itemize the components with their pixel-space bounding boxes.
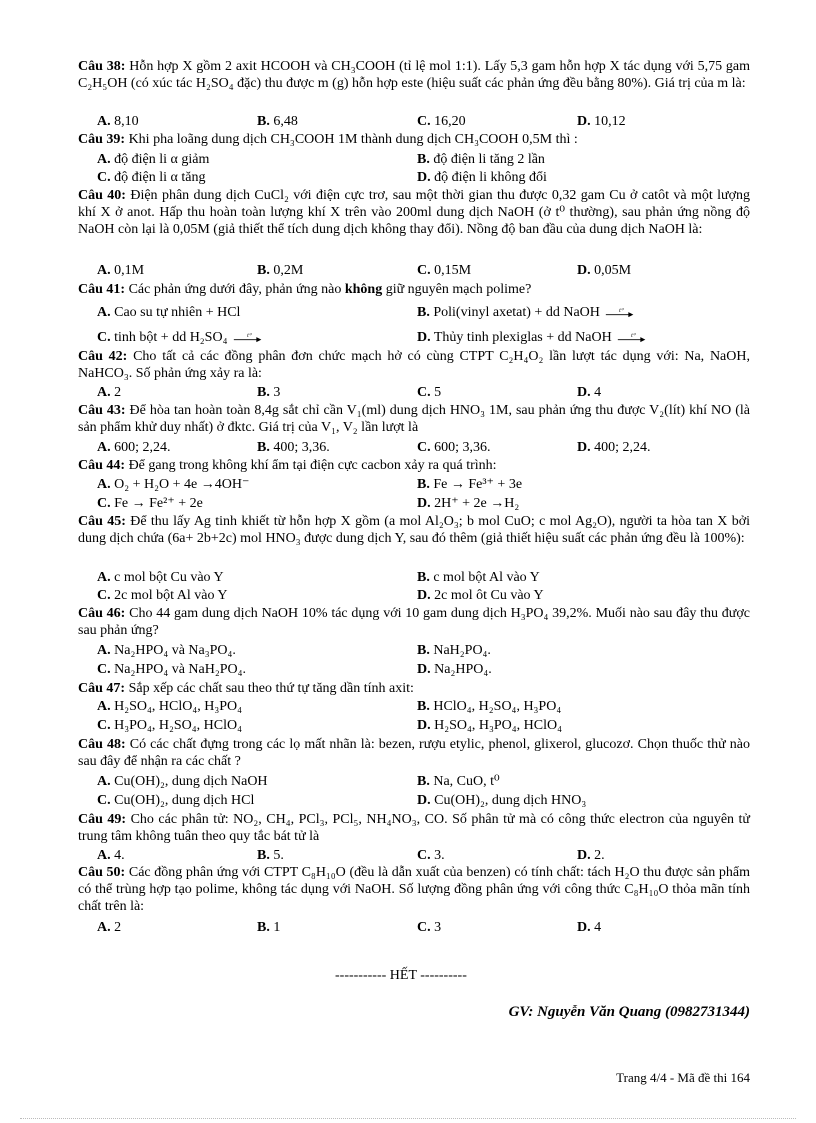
option-letter: D. [417,718,431,733]
question-text: Điện phân dung dịch CuCl₂ với điện cực trơ, sau một thời gian thu được 0,32 gam Cu ở catôt và một lượng khí X ở anot. Hấp thu hoàn toàn lượng khí X trên vào 200ml dung dịch NaOH (ở t⁰ thường), sau phản ứng nồng độ NaOH còn lại là 0,05M (giả thiết thể tích dung dịch không thay đổi). Nồng độ ban đầu của dung dịch NaOH là: [78,188,751,237]
option-c: C. H₃PO₄, H₂SO₄, HClO₄ [97,718,242,733]
option-d: D. 2. [577,848,605,863]
option-letter: D. [417,330,431,345]
option-letter: A. [97,848,111,863]
option-a: A. c mol bột Cu vào Y [97,570,224,585]
option-a: A. 2 [97,385,122,400]
option-letter: C. [417,385,431,400]
option-letter: A. [97,440,111,455]
question-44 [78,457,750,474]
option-a: A. Cu(OH)₂, dung dịch NaOH [97,774,268,789]
option-letter: C. [417,440,431,455]
question-number: Câu 43: [78,403,126,418]
question-text: Cho 44 gam dung dịch NaOH 10% tác dụng với 10 gam dung dịch H₃PO₄ 39,2%. Muối nào sau đây thu được sau phản ứng? [78,606,750,638]
option-b: B. c mol bột Al vào Y [417,570,540,585]
heat-arrow-icon [603,308,637,318]
option-text: D. Thủy tinh plexiglas + dd NaOH [417,330,612,345]
end-marker: ----------- HẾT ---------- [335,968,467,983]
option-letter: D. [417,793,431,808]
option-letter: C. [97,718,111,733]
option-letter: D. [577,114,591,129]
option-b: B. 1 [257,920,281,935]
heat-arrow-icon [615,333,649,343]
option-d: D. độ điện li không đổi [417,170,547,185]
option-letter: D. [577,848,591,863]
option-letter: A. [97,643,111,658]
question-text: Để hòa tan hoàn toàn 8,4g sắt chỉ cần V₁(ml) dung dịch HNO₃ 1M, sau phản ứng thu được V₂(lít) khí NO (là sản phẩm khử duy nhất) ở đktc. Giá trị của V₁, V₂ lần lượt là [78,403,750,435]
option-letter: C. [417,848,431,863]
option-d: D. Cu(OH)₂, dung dịch HNO₃ [417,793,587,808]
option-d: D. 2c mol ôt Cu vào Y [417,588,544,603]
option-a: A. 0,1M [97,263,145,278]
option-d: D. 4 [577,385,602,400]
question-text: Có các chất đựng trong các lọ mất nhãn là: bezen, rượu etylic, phenol, glixerol, glucozơ. Chọn thuốc thử nào sau đây để nhận ra các chất ? [78,737,751,769]
option-letter: A. [97,152,111,167]
option-d: D. H₂SO₄, H₃PO₄, HClO₄ [417,718,562,733]
option-letter: B. [257,440,270,455]
option-letter: B. [257,114,270,129]
option-a: A. 600; 2,24. [97,440,171,455]
option-letter: B. [257,263,270,278]
question-number: Câu 46: [78,606,126,621]
option-letter: A. [97,263,111,278]
question-text: Khi pha loãng dung dịch CH₃COOH 1M thành dung dịch CH₃COOH 0,5M thì : [128,132,578,147]
option-letter: D. [417,496,431,511]
option-d: D. Na₂HPO₄. [417,662,492,677]
option-b: B. Na, CuO, t⁰ [417,774,500,789]
question-42 [78,348,750,382]
question-47 [78,680,750,697]
option-a: A. độ điện li α giảm [97,152,210,167]
option-a: A. Cao su tự nhiên + HCl [97,305,241,320]
option-letter: B. [417,774,430,789]
option-letter: A. [97,570,111,585]
option-c: C. 3. [417,848,445,863]
option-b: B. độ điện li tăng 2 lần [417,152,545,167]
question-number: Câu 39: [78,132,126,147]
question-45 [78,513,750,547]
option-letter: C. [417,920,431,935]
option-letter: C. [97,330,111,345]
option-letter: D. [417,588,431,603]
bottom-divider [20,1118,796,1119]
option-letter: C. [97,496,111,511]
question-41 [78,281,750,298]
option-letter: B. [257,920,270,935]
option-b: B. Fe → Fe³⁺ + 3e [417,477,523,492]
option-c: C. Cu(OH)₂, dung dịch HCl [97,793,255,808]
option-letter: B. [417,152,430,167]
question-46 [78,605,750,639]
option-c: C. 16,20 [417,114,466,129]
option-c: C. Na₂HPO₄ và NaH₂PO₄. [97,662,247,677]
option-letter: C. [417,263,431,278]
option-c: C. độ điện li α tăng [97,170,206,185]
question-number: Câu 41: [78,282,126,297]
option-a: A. Na₂HPO₄ và Na₃PO₄. [97,643,236,658]
question-number: Câu 38: [78,59,126,74]
svg-text:t⁰: t⁰ [619,307,624,314]
option-b: B. HClO₄, H₂SO₄, H₃PO₄ [417,699,562,714]
heat-arrow-icon [231,333,265,343]
option-c: C. 5 [417,385,442,400]
option-letter: C. [417,114,431,129]
svg-text:t⁰: t⁰ [631,332,636,339]
option-letter: D. [577,385,591,400]
question-text: giữ nguyên mạch polime? [382,282,532,297]
option-a: A. 8,10 [97,114,139,129]
option-letter: B. [257,848,270,863]
question-40 [78,187,750,238]
option-letter: B. [417,477,430,492]
option-letter: D. [417,662,431,677]
svg-text:t⁰: t⁰ [247,332,252,339]
question-text: Cho tất cả các đồng phân đơn chức mạch hở có cùng CTPT C₂H₄O₂ lần lượt tác dụng với: Na, NaOH, NaHCO₃. Số phản ứng xảy ra là: [78,349,750,381]
option-b: B. 3 [257,385,281,400]
option-letter: D. [417,170,431,185]
option-letter: D. [577,920,591,935]
option-letter: A. [97,477,111,492]
option-letter: D. [577,440,591,455]
option-letter: C. [97,662,111,677]
option-b [417,304,637,321]
option-d: D. 0,05M [577,263,632,278]
option-a: A. O₂ + H₂O + 4e →4OH⁻ [97,477,250,492]
question-50 [78,864,750,915]
question-number: Câu 49: [78,812,127,827]
option-letter: B. [257,385,270,400]
question-text: Cho các phân tử: NO₂, CH₄, PCl₃, PCl₅, NH₄NO₃, CO. Số phân tử mà có công thức electron của nguyên tử trung tâm không tuân theo quy tắc bát tử là [78,812,751,844]
option-letter: B. [417,305,430,320]
question-text-bold: không [344,282,383,297]
option-b: B. NaH₂PO₄. [417,643,491,658]
option-letter: A. [97,305,111,320]
question-text: Để thu lấy Ag tinh khiết từ hỗn hợp X gồm (a mol Al₂O₃; b mol CuO; c mol Ag₂O), người ta hòa tan X bởi dung dịch chứa (6a+ 2b+2c) mol HNO₃ được dung dịch Y, sau đó thêm (giả thiết hiệu suất các phản ứng đều là 100%): [78,514,751,546]
option-letter: B. [417,699,430,714]
option-a: A. H₂SO₄, HClO₄, H₃PO₄ [97,699,242,714]
option-letter: C. [97,588,111,603]
option-d: D. 2H⁺ + 2e →H₂ [417,496,520,511]
option-d: D. 10,12 [577,114,626,129]
option-letter: C. [97,170,111,185]
question-number: Câu 50: [78,865,126,880]
question-text: Các phản ứng dưới đây, phản ứng nào [128,282,345,297]
option-c: C. 2c mol bột Al vào Y [97,588,228,603]
option-letter: D. [577,263,591,278]
option-text: C. tinh bột + dd H₂SO₄ [97,330,228,345]
teacher-credit: GV: Nguyễn Văn Quang (0982731344) [508,1004,750,1020]
option-b: B. 0,2M [257,263,304,278]
option-letter: A. [97,920,111,935]
option-c: C. 3 [417,920,442,935]
option-b: B. 5. [257,848,284,863]
option-b: B. 400; 3,36. [257,440,330,455]
question-43 [78,402,750,436]
option-letter: B. [417,643,430,658]
option-text: B. Poli(vinyl axetat) + dd NaOH [417,305,600,320]
option-c: C. 600; 3,36. [417,440,491,455]
option-a: A. 4. [97,848,125,863]
option-c: C. 0,15M [417,263,472,278]
question-39 [78,131,750,148]
question-38 [78,58,750,92]
question-text: Hỗn hợp X gồm 2 axit HCOOH và CH₃COOH (tỉ lệ mol 1:1). Lấy 5,3 gam hỗn hợp X tác dụng với 5,75 gam C₂H₅OH (có xúc tác H₂SO₄ đặc) thu được m (g) hỗn hợp este (hiệu suất các phản ứng đều bằng 80%). Giá trị của m là: [78,59,751,91]
question-number: Câu 48: [78,737,126,752]
question-number: Câu 45: [78,514,126,529]
question-text: Để gang trong không khí ẩm tại điện cực cacbon xảy ra quá trình: [128,458,497,473]
option-letter: A. [97,774,111,789]
option-letter: A. [97,385,111,400]
option-c [97,329,265,346]
option-letter: B. [417,570,430,585]
option-d: D. 400; 2,24. [577,440,651,455]
question-49 [78,811,750,845]
option-a: A. 2 [97,920,122,935]
question-number: Câu 44: [78,458,126,473]
question-number: Câu 47: [78,681,126,696]
option-letter: C. [97,793,111,808]
question-48 [78,736,750,770]
question-text: Sắp xếp các chất sau theo thứ tự tăng dần tính axit: [128,681,414,696]
option-d [417,329,649,346]
question-text: Các đồng phân ứng với CTPT C₈H₁₀O (đều là dẫn xuất của benzen) có tính chất: tách H₂O thu được sản phẩm có thể trùng hợp tạo polime, không tác dụng với NaOH. Số lượng đồng phân ứng với công thức C₈H₁₀O thỏa mãn tính chất trên là: [78,865,751,914]
page-footer: Trang 4/4 - Mã đề thi 164 [616,1070,750,1085]
option-d: D. 4 [577,920,602,935]
option-c: C. Fe → Fe²⁺ + 2e [97,496,203,511]
option-letter: A. [97,699,111,714]
question-number: Câu 40: [78,188,126,203]
question-number: Câu 42: [78,349,128,364]
option-b: B. 6,48 [257,114,298,129]
option-letter: A. [97,114,111,129]
